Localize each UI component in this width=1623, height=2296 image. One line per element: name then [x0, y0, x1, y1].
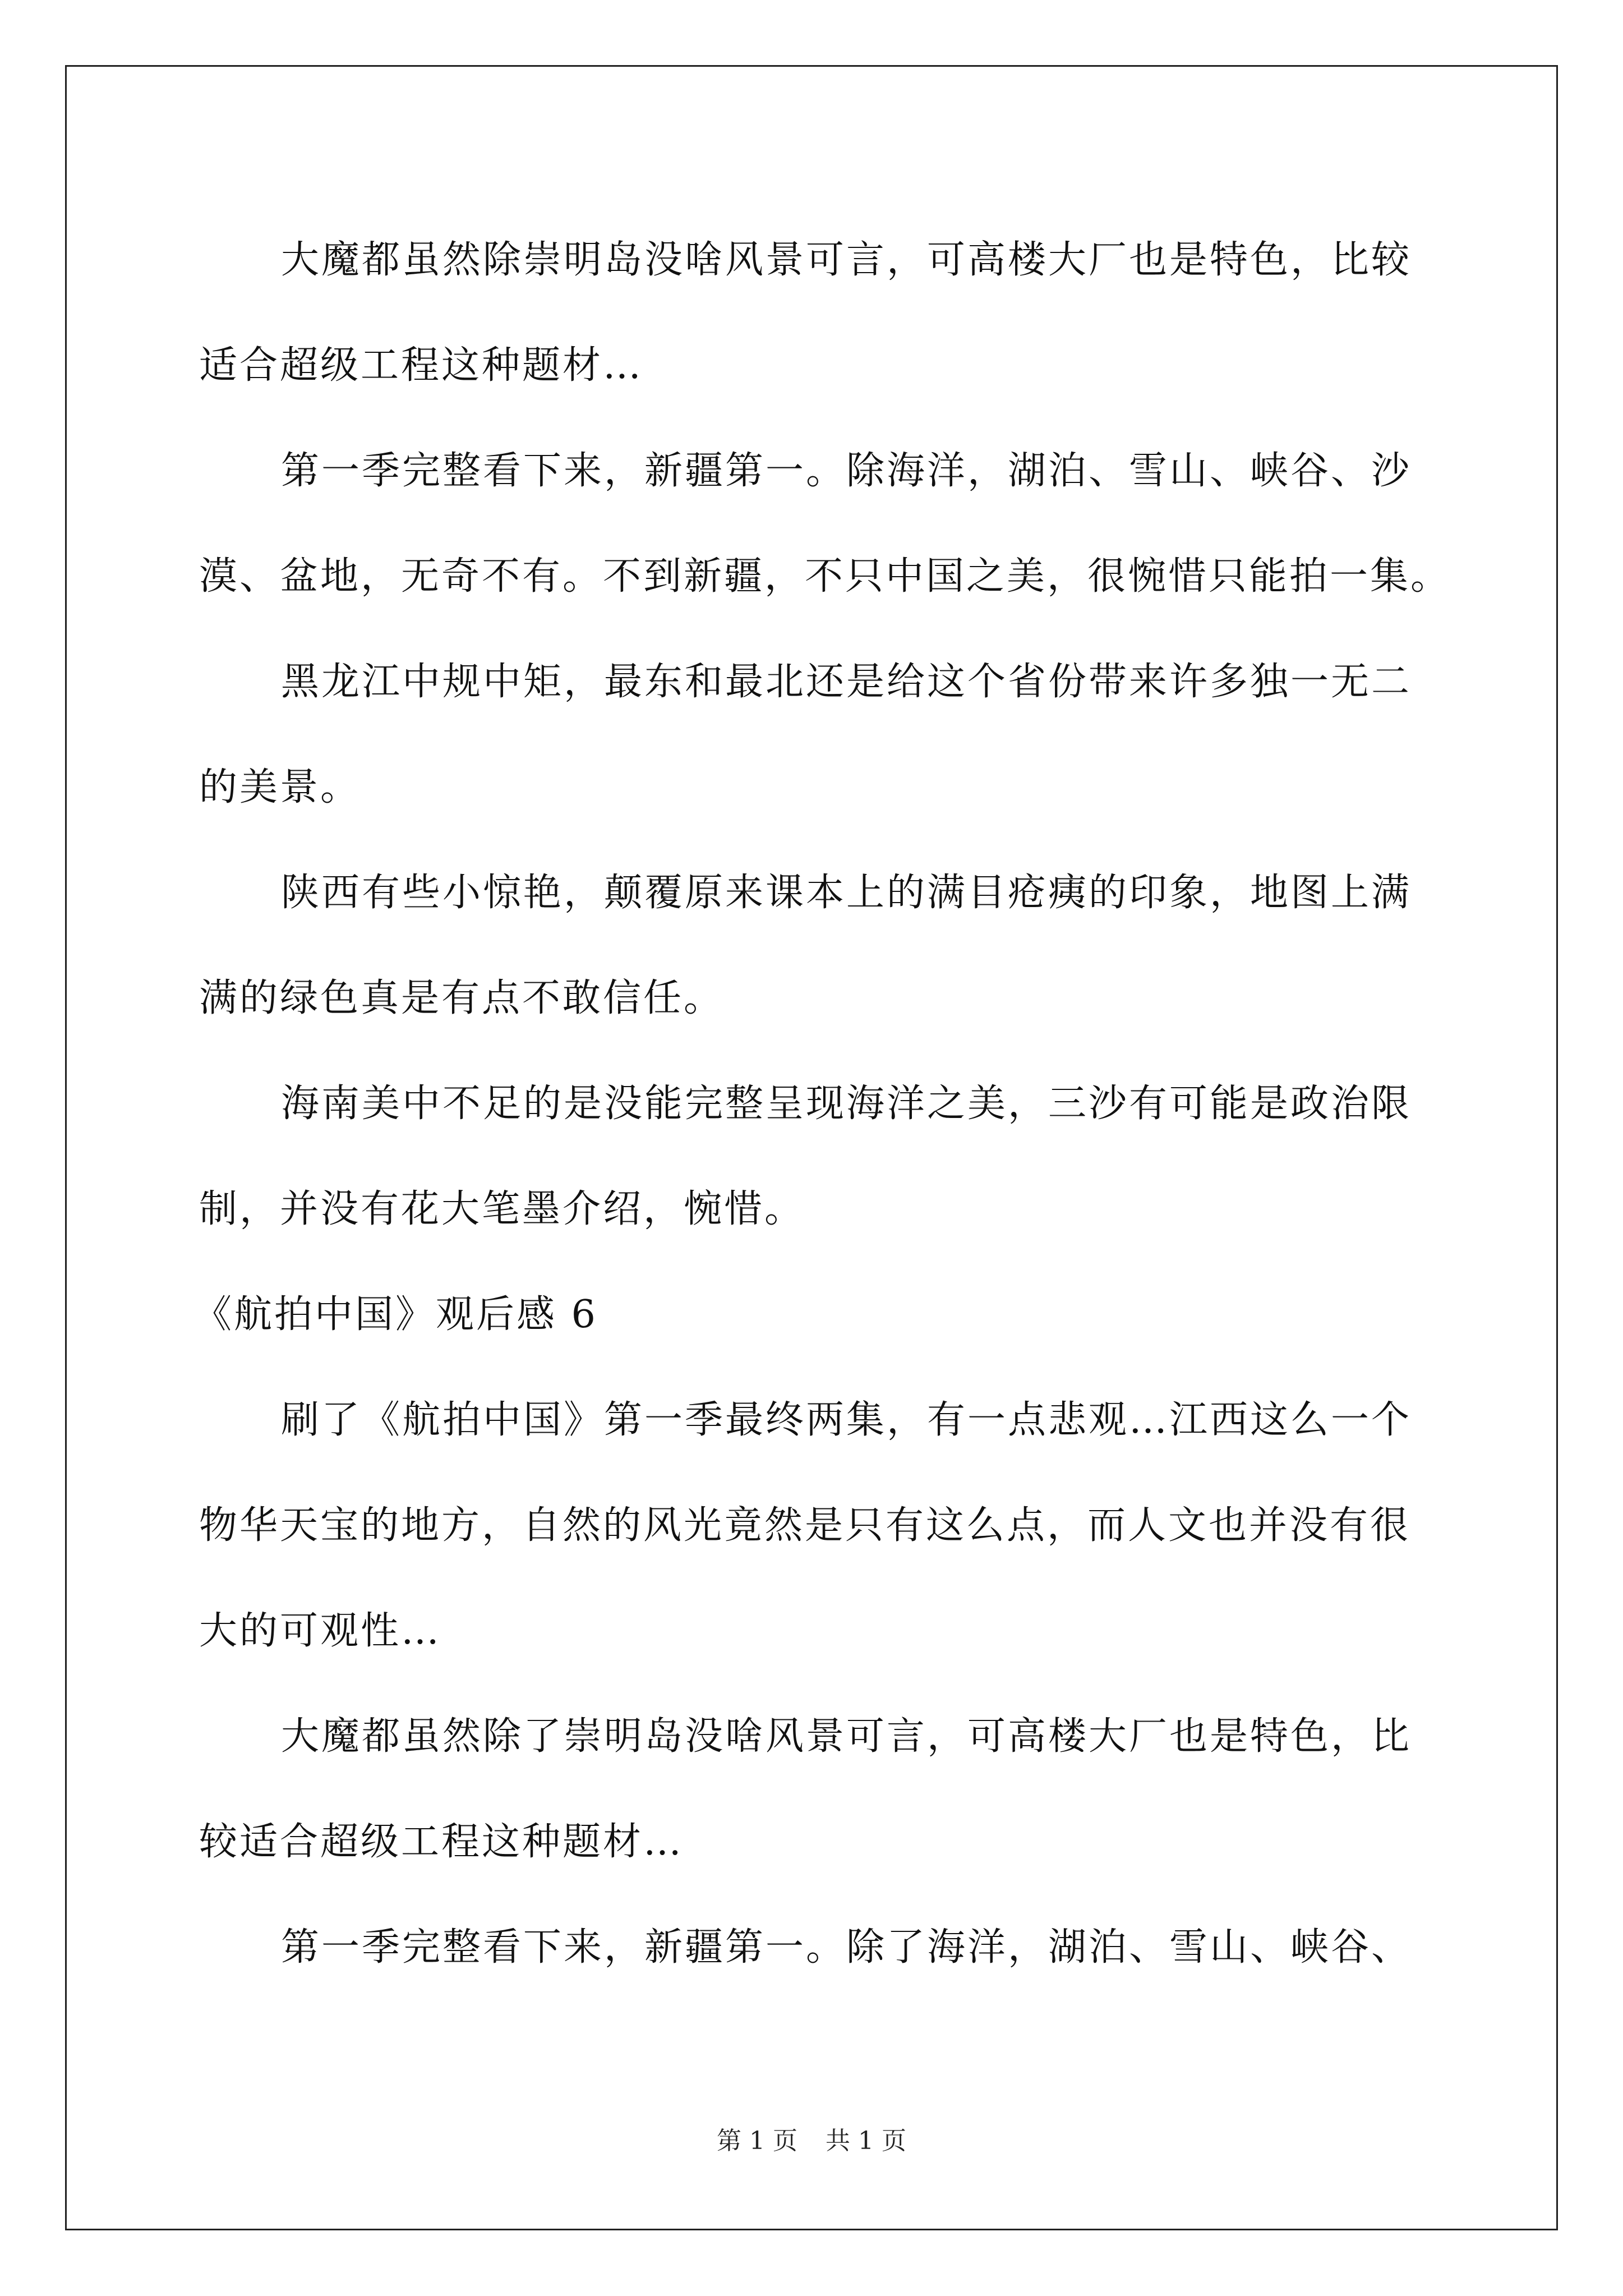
text-line: 陕西有些小惊艳，颠覆原来课本上的满目疮痍的印象，地图上满	[281, 871, 1412, 915]
document-body	[193, 208, 1451, 2000]
text-line: 物华天宝的地方，自然的风光竟然是只有这么点，而人文也并没有很	[199, 1503, 1411, 1548]
text-line: 黑龙江中规中矩，最东和最北还是给这个省份带来许多独一无二	[281, 660, 1412, 704]
text-line: 漠、盆地，无奇不有。不到新疆，不只中国之美，很惋惜只能拍一集。	[199, 554, 1451, 599]
text-line: 第一季完整看下来，新疆第一。除海洋，湖泊、雪山、峡谷、沙	[281, 449, 1412, 493]
text-line: 刷了《航拍中国》第一季最终两集，有一点悲观…江西这么一个	[281, 1398, 1412, 1442]
text-line: 海南美中不足的是没能完整呈现海洋之美，三沙有可能是政治限	[281, 1082, 1412, 1126]
page-total: 共 1 页	[826, 2127, 906, 2155]
text-line: 的美景。	[199, 765, 361, 809]
text-line: 满的绿色真是有点不敢信任。	[199, 976, 725, 1020]
text-line: 适合超级工程这种题材…	[199, 343, 644, 388]
text-line: 大魔都虽然除了崇明岛没啥风景可言，可高楼大厂也是特色，比	[281, 1714, 1412, 1759]
page-footer	[0, 2120, 1623, 2156]
text-line: 大魔都虽然除崇明岛没啥风景可言，可高楼大厂也是特色，比较	[281, 238, 1412, 282]
text-line: 大的可观性…	[199, 1609, 442, 1653]
text-line: 较适合超级工程这种题材…	[199, 1820, 684, 1864]
page-number: 第 1 页	[717, 2127, 797, 2155]
text-line: 制，并没有花大笔墨介绍，惋惜。	[199, 1187, 805, 1231]
text-line: 第一季完整看下来，新疆第一。除了海洋，湖泊、雪山、峡谷、	[281, 1925, 1412, 1970]
section-heading: 《航拍中国》观后感 6	[193, 1292, 598, 1337]
